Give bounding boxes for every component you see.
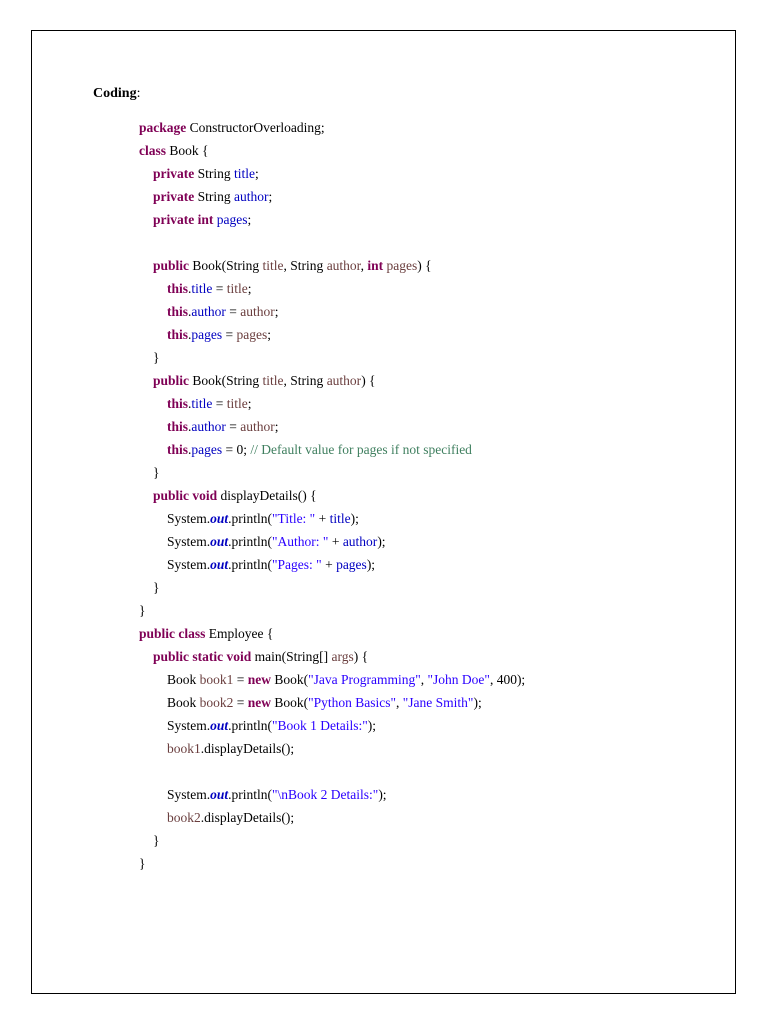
code-token-pl: } <box>139 603 146 618</box>
code-token-var: author <box>326 373 362 388</box>
code-token-str: "\nBook 2 Details:" <box>272 787 379 802</box>
code-token-var: pages <box>236 327 268 342</box>
code-token-pl: .displayDetails(); <box>200 741 295 756</box>
code-token-pl: . <box>188 327 192 342</box>
heading-colon: : <box>136 86 141 101</box>
code-token-kw: this <box>167 396 189 411</box>
code-token-var: book2 <box>167 810 201 825</box>
code-line <box>153 576 159 599</box>
code-line <box>167 714 376 737</box>
code-token-str: "Python Basics" <box>308 695 397 710</box>
code-token-pl: . <box>188 281 192 296</box>
code-line <box>167 668 525 691</box>
code-token-pl: = <box>212 396 227 411</box>
code-token-var: args <box>331 649 354 664</box>
code-token-fld: author <box>342 534 378 549</box>
code-token-pl: String <box>194 189 235 204</box>
code-line <box>167 323 271 346</box>
code-token-pl: ); <box>367 718 377 733</box>
code-token-var: book1 <box>199 672 234 687</box>
code-token-pl: System. <box>167 511 211 526</box>
code-line <box>167 553 375 576</box>
code-token-pl: System. <box>167 718 211 733</box>
section-heading <box>93 86 140 102</box>
code-token-st: out <box>210 787 229 802</box>
code-token-str: "Java Programming" <box>308 672 421 687</box>
code-token-pl: , String <box>283 373 327 388</box>
code-line <box>167 737 294 760</box>
code-token-kw: new <box>247 672 272 687</box>
code-token-str: "Book 1 Details:" <box>272 718 368 733</box>
code-token-kw: public <box>153 649 190 664</box>
code-token-pl: Book <box>167 672 200 687</box>
code-token-pl: System. <box>167 557 211 572</box>
code-token-pl: main(String[] <box>251 649 332 664</box>
code-token-fld: author <box>191 419 226 434</box>
code-token-pl: ConstructorOverloading; <box>186 120 325 135</box>
code-token-pl: . <box>188 419 192 434</box>
code-line <box>167 507 359 530</box>
code-line <box>167 783 387 806</box>
code-token-kw: public <box>139 626 176 641</box>
code-line <box>167 277 252 300</box>
code-token-kw: int <box>197 212 214 227</box>
code-token-kw: static <box>192 649 224 664</box>
code-token-pl: ; <box>274 419 279 434</box>
code-token-str: "John Doe" <box>427 672 490 687</box>
code-token-fld: author <box>234 189 269 204</box>
code-token-pl: = <box>225 304 241 319</box>
code-token-pl: displayDetails() { <box>217 488 317 503</box>
code-line <box>167 806 294 829</box>
code-token-pl: System. <box>167 787 211 802</box>
code-token-kw: this <box>167 281 189 296</box>
code-token-pl: .println( <box>228 534 273 549</box>
code-token-pl: ); <box>377 534 386 549</box>
code-token-fld: title <box>329 511 351 526</box>
code-token-pl: ) { <box>361 373 376 388</box>
code-token-var: title <box>226 281 248 296</box>
code-line <box>139 599 145 622</box>
page-frame <box>31 30 736 994</box>
code-token-pl: Book( <box>271 695 309 710</box>
code-token-pl: Book <box>167 695 200 710</box>
code-token-fld: title <box>191 281 213 296</box>
code-token-pl: ) { <box>353 649 369 664</box>
code-token-pl: . <box>188 442 192 457</box>
code-token-kw: public <box>153 488 190 503</box>
code-token-pl: Employee { <box>205 626 274 641</box>
heading-label: Coding <box>93 86 137 101</box>
code-token-fld: title <box>191 396 213 411</box>
code-token-pl: + <box>328 534 343 549</box>
code-line <box>167 530 386 553</box>
code-token-pl: ); <box>350 511 359 526</box>
code-token-pl: = <box>212 281 227 296</box>
code-token-kw: private <box>153 212 195 227</box>
code-token-kw: package <box>139 120 187 135</box>
code-token-var: book1 <box>167 741 201 756</box>
code-token-pl: .displayDetails(); <box>200 810 295 825</box>
code-line <box>153 484 317 507</box>
code-token-pl: Book { <box>166 143 209 158</box>
code-line <box>167 691 482 714</box>
code-token-var: pages <box>386 258 418 273</box>
code-token-pl: ) { <box>417 258 432 273</box>
code-token-var: title <box>262 258 284 273</box>
code-token-pl: System. <box>167 534 211 549</box>
code-token-pl: + <box>315 511 330 526</box>
code-line <box>153 254 432 277</box>
code-token-pl: } <box>153 833 160 848</box>
code-token-kw: this <box>167 419 189 434</box>
code-token-pl: ; <box>247 396 252 411</box>
code-token-pl: Book( <box>271 672 309 687</box>
code-token-kw: class <box>139 143 166 158</box>
code-token-var: author <box>326 258 361 273</box>
code-token-pl: ; <box>267 327 272 342</box>
code-token-str: "Jane Smith" <box>402 695 474 710</box>
code-line <box>167 438 472 461</box>
code-token-str: "Pages: " <box>272 557 322 572</box>
code-token-var: title <box>226 396 248 411</box>
code-token-fld: author <box>191 304 226 319</box>
code-token-pl: ; <box>247 212 252 227</box>
code-token-pl: ; <box>274 304 279 319</box>
code-token-pl: .println( <box>228 557 273 572</box>
code-token-pl: .println( <box>228 718 273 733</box>
code-token-pl: . <box>188 304 192 319</box>
code-token-pl: = 0; <box>222 442 251 457</box>
code-token-pl: .println( <box>228 511 273 526</box>
code-token-pl: } <box>139 856 146 871</box>
code-token-pl: ); <box>366 557 376 572</box>
code-token-fld: title <box>234 166 256 181</box>
code-line <box>167 392 252 415</box>
code-token-pl: } <box>153 580 160 595</box>
code-token-fld: pages <box>216 212 248 227</box>
code-token-fld: pages <box>336 557 367 572</box>
code-token-kw: new <box>247 695 272 710</box>
code-token-kw: int <box>367 258 384 273</box>
code-token-pl: ); <box>473 695 482 710</box>
code-token-str: "Author: " <box>272 534 329 549</box>
code-token-var: title <box>262 373 284 388</box>
code-token-st: out <box>210 718 229 733</box>
code-line <box>167 415 279 438</box>
code-token-kw: public <box>153 373 190 388</box>
code-line <box>153 346 159 369</box>
code-token-kw: this <box>167 442 189 457</box>
code-token-st: out <box>210 511 229 526</box>
code-token-var: book2 <box>199 695 234 710</box>
code-token-kw: void <box>226 649 252 664</box>
code-token-pl: String <box>194 166 235 181</box>
code-token-pl: Book(String <box>189 258 263 273</box>
code-token-pl: } <box>153 350 160 365</box>
code-token-kw: public <box>153 258 190 273</box>
code-token-fld: pages <box>191 442 223 457</box>
code-token-pl: ; <box>247 281 252 296</box>
code-token-pl: + <box>321 557 337 572</box>
code-line <box>153 829 159 852</box>
code-token-pl: = <box>222 327 237 342</box>
code-line <box>153 208 251 231</box>
code-line <box>139 116 325 139</box>
code-token-fld: pages <box>191 327 223 342</box>
code-line <box>153 369 376 392</box>
code-token-var: author <box>240 419 275 434</box>
code-token-var: author <box>240 304 275 319</box>
code-token-pl: = <box>225 419 241 434</box>
code-token-st: out <box>210 534 229 549</box>
code-token-pl: ; <box>268 189 273 204</box>
code-token-pl: = <box>233 695 248 710</box>
code-token-pl: , <box>396 695 403 710</box>
code-line <box>139 139 208 162</box>
code-token-str: "Title: " <box>272 511 316 526</box>
code-token-pl: .println( <box>228 787 273 802</box>
code-line <box>153 461 159 484</box>
code-token-pl: . <box>188 396 192 411</box>
code-token-pl: , <box>360 258 368 273</box>
code-token-kw: this <box>167 327 189 342</box>
code-line <box>153 162 259 185</box>
code-line <box>153 185 272 208</box>
code-token-pl: ); <box>378 787 387 802</box>
code-token-cmt: // Default value for pages if not specified <box>250 442 472 457</box>
code-token-kw: this <box>167 304 189 319</box>
code-token-st: out <box>210 557 229 572</box>
code-line <box>167 300 279 323</box>
code-token-kw: private <box>153 166 195 181</box>
code-token-pl: , <box>420 672 428 687</box>
code-token-kw: void <box>192 488 218 503</box>
code-token-pl: } <box>153 465 160 480</box>
code-token-pl: , 400); <box>489 672 526 687</box>
code-token-kw: class <box>178 626 206 641</box>
code-line <box>139 852 145 875</box>
code-line <box>139 622 273 645</box>
code-token-pl: , String <box>283 258 327 273</box>
code-token-kw: private <box>153 189 195 204</box>
code-token-pl: = <box>233 672 248 687</box>
code-token-pl: Book(String <box>189 373 263 388</box>
code-token-pl: ; <box>255 166 259 181</box>
code-line <box>153 645 368 668</box>
